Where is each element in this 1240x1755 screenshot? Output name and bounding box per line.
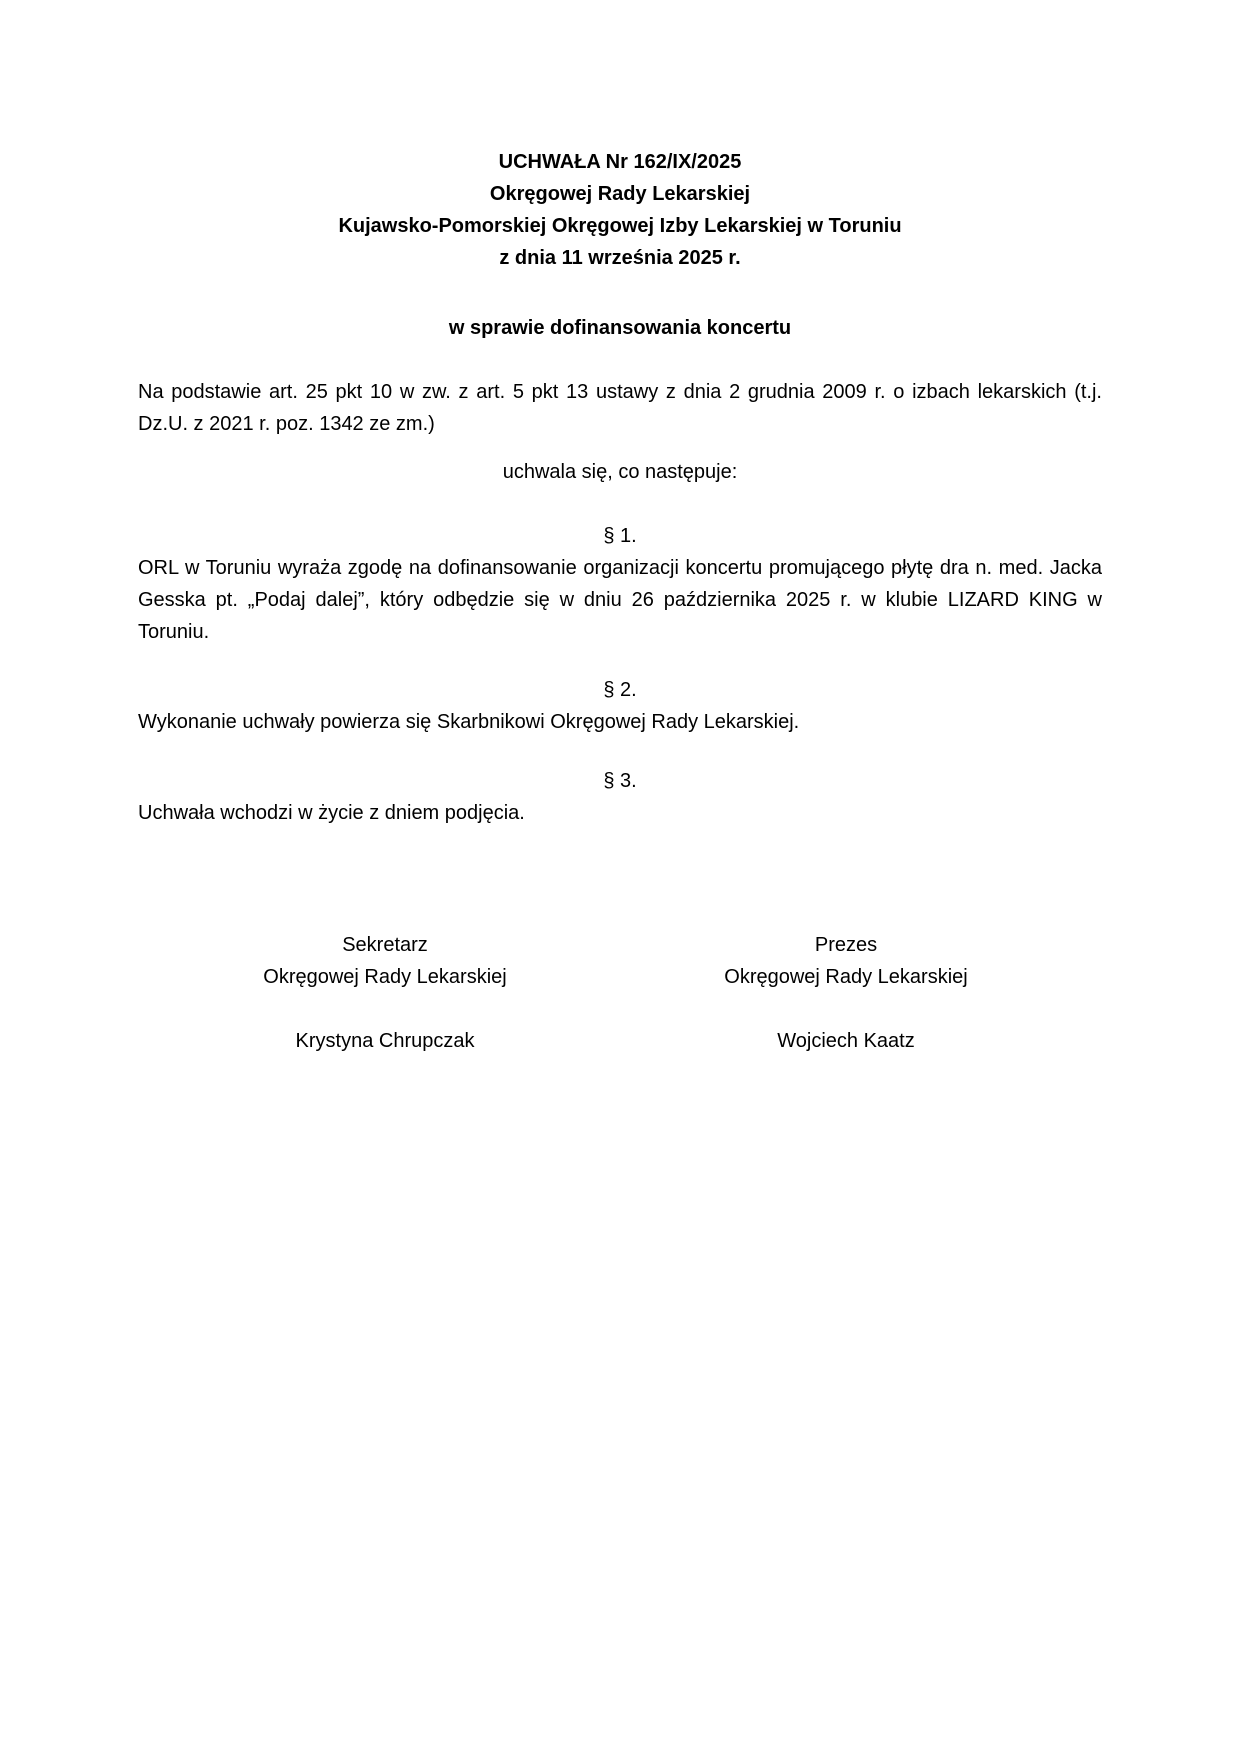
signature-right xyxy=(636,929,1056,1057)
section-3-text: Uchwała wchodzi w życie z dniem podjęcia. xyxy=(138,802,525,824)
section-1 xyxy=(138,520,1102,648)
section-2-text: Wykonanie uchwały powierza się Skarbnikowi Okręgowej Rady Lekarskiej. xyxy=(138,711,800,733)
signature-right-name: Wojciech Kaatz xyxy=(777,1030,915,1052)
signature-left-organization: Okręgowej Rady Lekarskiej xyxy=(263,966,507,988)
signature-left-name: Krystyna Chrupczak xyxy=(295,1030,475,1052)
resolution-date: z dnia 11 września 2025 r. xyxy=(499,247,741,269)
subject-line: w sprawie dofinansowania koncertu xyxy=(448,317,792,339)
signature-left xyxy=(175,929,595,1057)
council-name: Okręgowej Rady Lekarskiej xyxy=(489,183,751,205)
signature-right-role: Prezes xyxy=(814,934,878,956)
resolution-number: UCHWAŁA Nr 162/IX/2025 xyxy=(498,151,742,173)
enactment-clause: uchwala się, co następuje: xyxy=(502,461,738,483)
section-3-number: § 3. xyxy=(603,770,637,792)
section-1-text: ORL w Toruniu wyraża zgodę na dofinansowanie organizacji koncertu promującego płytę dra n. med. Jacka Gesska pt. „Podaj dalej”, który odbędzie się w dniu 26 października 2025 r. w klubie LIZARD KING w Toruniu. xyxy=(138,557,1102,643)
legal-basis: Na podstawie art. 25 pkt 10 w zw. z art. 5 pkt 13 ustawy z dnia 2 grudnia 2009 r. o izbach lekarskich (t.j. Dz.U. z 2021 r. poz. 1342 ze zm.) xyxy=(138,381,1102,435)
section-2-number: § 2. xyxy=(603,679,637,701)
section-2 xyxy=(138,674,1102,738)
section-1-number: § 1. xyxy=(603,525,637,547)
signature-right-organization: Okręgowej Rady Lekarskiej xyxy=(724,966,968,988)
chamber-name: Kujawsko-Pomorskiej Okręgowej Izby Lekarskiej w Toruniu xyxy=(338,215,902,237)
signature-block xyxy=(138,929,1102,1057)
signature-left-role: Sekretarz xyxy=(342,934,428,956)
section-3 xyxy=(138,765,1102,829)
document-header xyxy=(138,146,1102,274)
